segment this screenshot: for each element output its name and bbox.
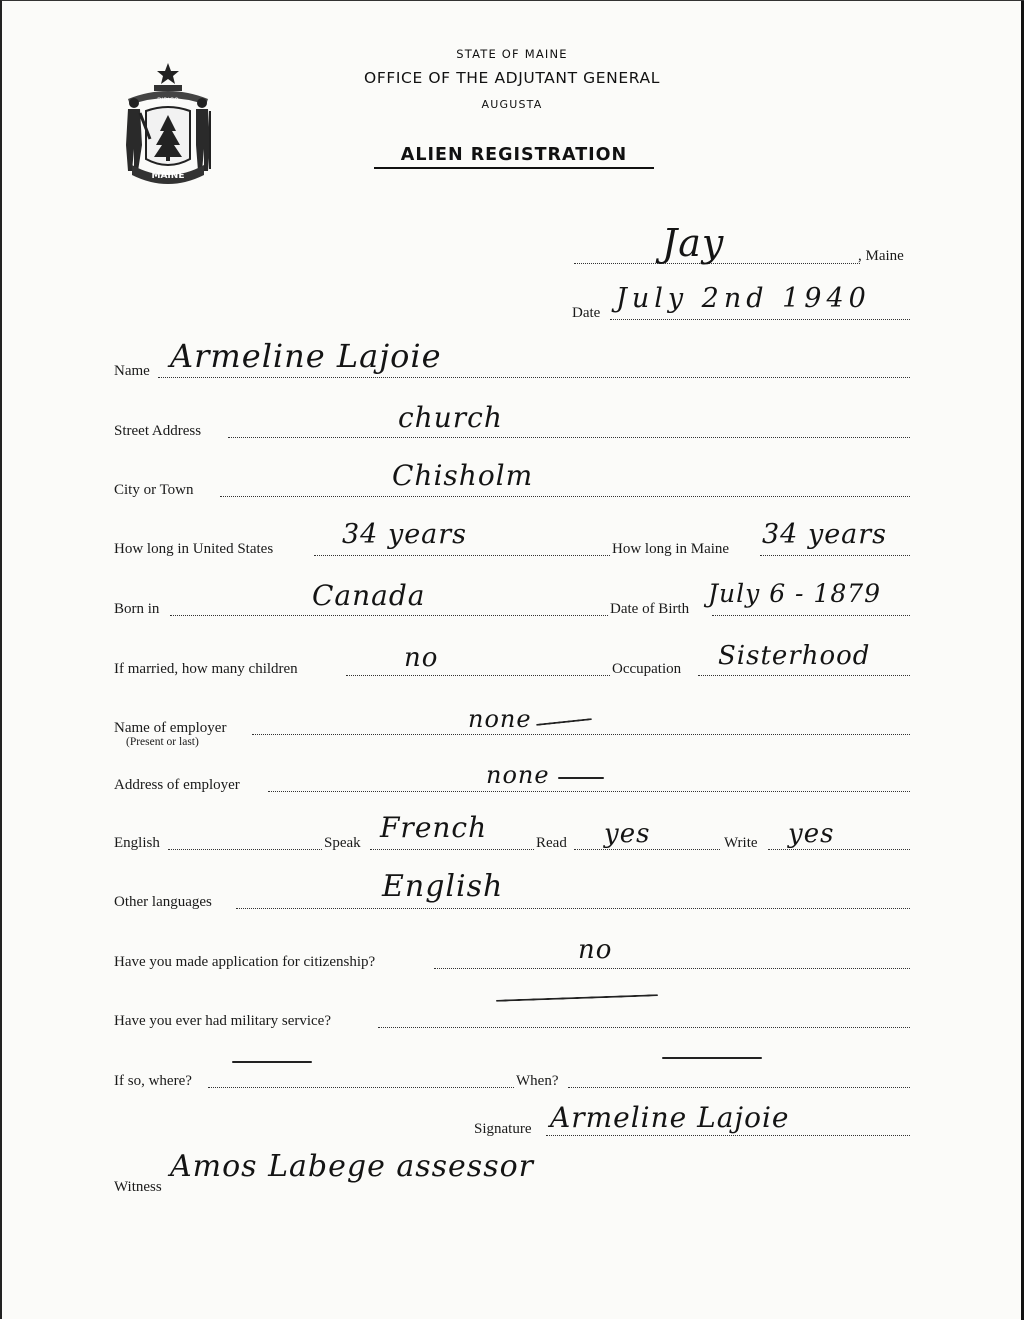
employer-name-value: none <box>468 705 532 733</box>
town-value: Jay <box>662 221 725 265</box>
children-label: If married, how many children <box>114 661 298 677</box>
how-long-maine-label: How long in Maine <box>612 541 730 557</box>
employer-address-line <box>268 791 910 792</box>
header-state: STATE OF MAINE <box>456 47 568 61</box>
when-line <box>568 1087 910 1088</box>
date-of-birth-line <box>712 615 910 616</box>
born-in-label: Born in <box>114 601 160 617</box>
citizenship-value: no <box>578 935 613 965</box>
born-in-line <box>170 615 608 616</box>
signature-value: Armeline Lajoie <box>550 1101 790 1134</box>
street-address-line <box>228 437 910 438</box>
read-value: yes <box>604 819 651 849</box>
write-label: Write <box>724 835 758 851</box>
born-in-value: Canada <box>312 579 426 612</box>
date-of-birth-label: Date of Birth <box>610 601 690 617</box>
town-suffix-label: , Maine <box>858 248 904 264</box>
employer-address-value: none <box>486 761 550 789</box>
write-line <box>768 849 910 850</box>
date-of-birth-value: July 6 - 1879 <box>708 579 882 608</box>
header-city: AUGUSTA <box>481 98 543 111</box>
employer-name-note: (Present or last) <box>126 736 199 748</box>
header-office: OFFICE OF THE ADJUTANT GENERAL <box>364 69 660 87</box>
where-dash <box>232 1061 312 1063</box>
date-line <box>610 319 910 320</box>
children-line <box>346 675 610 676</box>
english-line <box>168 849 322 850</box>
witness-label: Witness <box>114 1179 162 1195</box>
children-value: no <box>404 643 439 673</box>
occupation-line <box>698 675 910 676</box>
name-line <box>158 377 910 378</box>
employer-name-line <box>252 734 910 735</box>
seal-banner: MAINE <box>151 171 185 181</box>
name-label: Name <box>114 363 150 379</box>
how-long-maine-value: 34 years <box>762 519 888 550</box>
speak-value: French <box>380 811 488 844</box>
read-line <box>574 849 720 850</box>
city-line <box>220 496 910 497</box>
name-value: Armeline Lajoie <box>170 337 442 375</box>
military-service-label: Have you ever had military service? <box>114 1013 331 1029</box>
date-value: July 2nd 1940 <box>616 283 871 314</box>
speak-line <box>370 849 534 850</box>
how-long-us-label: How long in United States <box>114 541 274 557</box>
form-title: ALIEN REGISTRATION <box>374 145 654 169</box>
if-so-where-label: If so, where? <box>114 1073 192 1089</box>
city-label: City or Town <box>114 482 194 498</box>
when-dash <box>662 1057 762 1059</box>
occupation-value: Sisterhood <box>718 641 871 671</box>
military-service-line <box>378 1027 910 1028</box>
english-label: English <box>114 835 160 851</box>
signature-label: Signature <box>474 1121 532 1137</box>
seal-motto: DIRIGO <box>157 97 179 104</box>
how-long-maine-line <box>760 555 910 556</box>
employer-address-label: Address of employer <box>114 777 240 793</box>
state-of-maine-seal-icon <box>110 59 226 185</box>
signature-line <box>546 1135 910 1136</box>
military-service-dash <box>496 994 658 1002</box>
date-label: Date <box>572 305 601 321</box>
how-long-us-value: 34 years <box>342 519 468 550</box>
occupation-label: Occupation <box>612 661 682 677</box>
other-languages-label: Other languages <box>114 894 212 910</box>
speak-label: Speak <box>324 835 361 851</box>
street-address-value: church <box>398 401 503 434</box>
city-value: Chisholm <box>392 459 534 492</box>
write-value: yes <box>788 819 835 849</box>
how-long-us-line <box>314 555 610 556</box>
other-languages-value: English <box>382 869 504 904</box>
other-languages-line <box>236 908 910 909</box>
street-address-label: Street Address <box>114 423 202 439</box>
where-line <box>208 1087 514 1088</box>
read-label: Read <box>536 835 567 851</box>
citizenship-label: Have you made application for citizenship? <box>114 954 376 970</box>
employer-name-flourish <box>536 718 592 726</box>
employer-name-label: Name of employer <box>114 720 227 736</box>
employer-address-flourish <box>558 777 604 779</box>
witness-value: Amos Labege assessor <box>170 1149 534 1184</box>
when-label: When? <box>516 1073 559 1089</box>
citizenship-line <box>434 968 910 969</box>
